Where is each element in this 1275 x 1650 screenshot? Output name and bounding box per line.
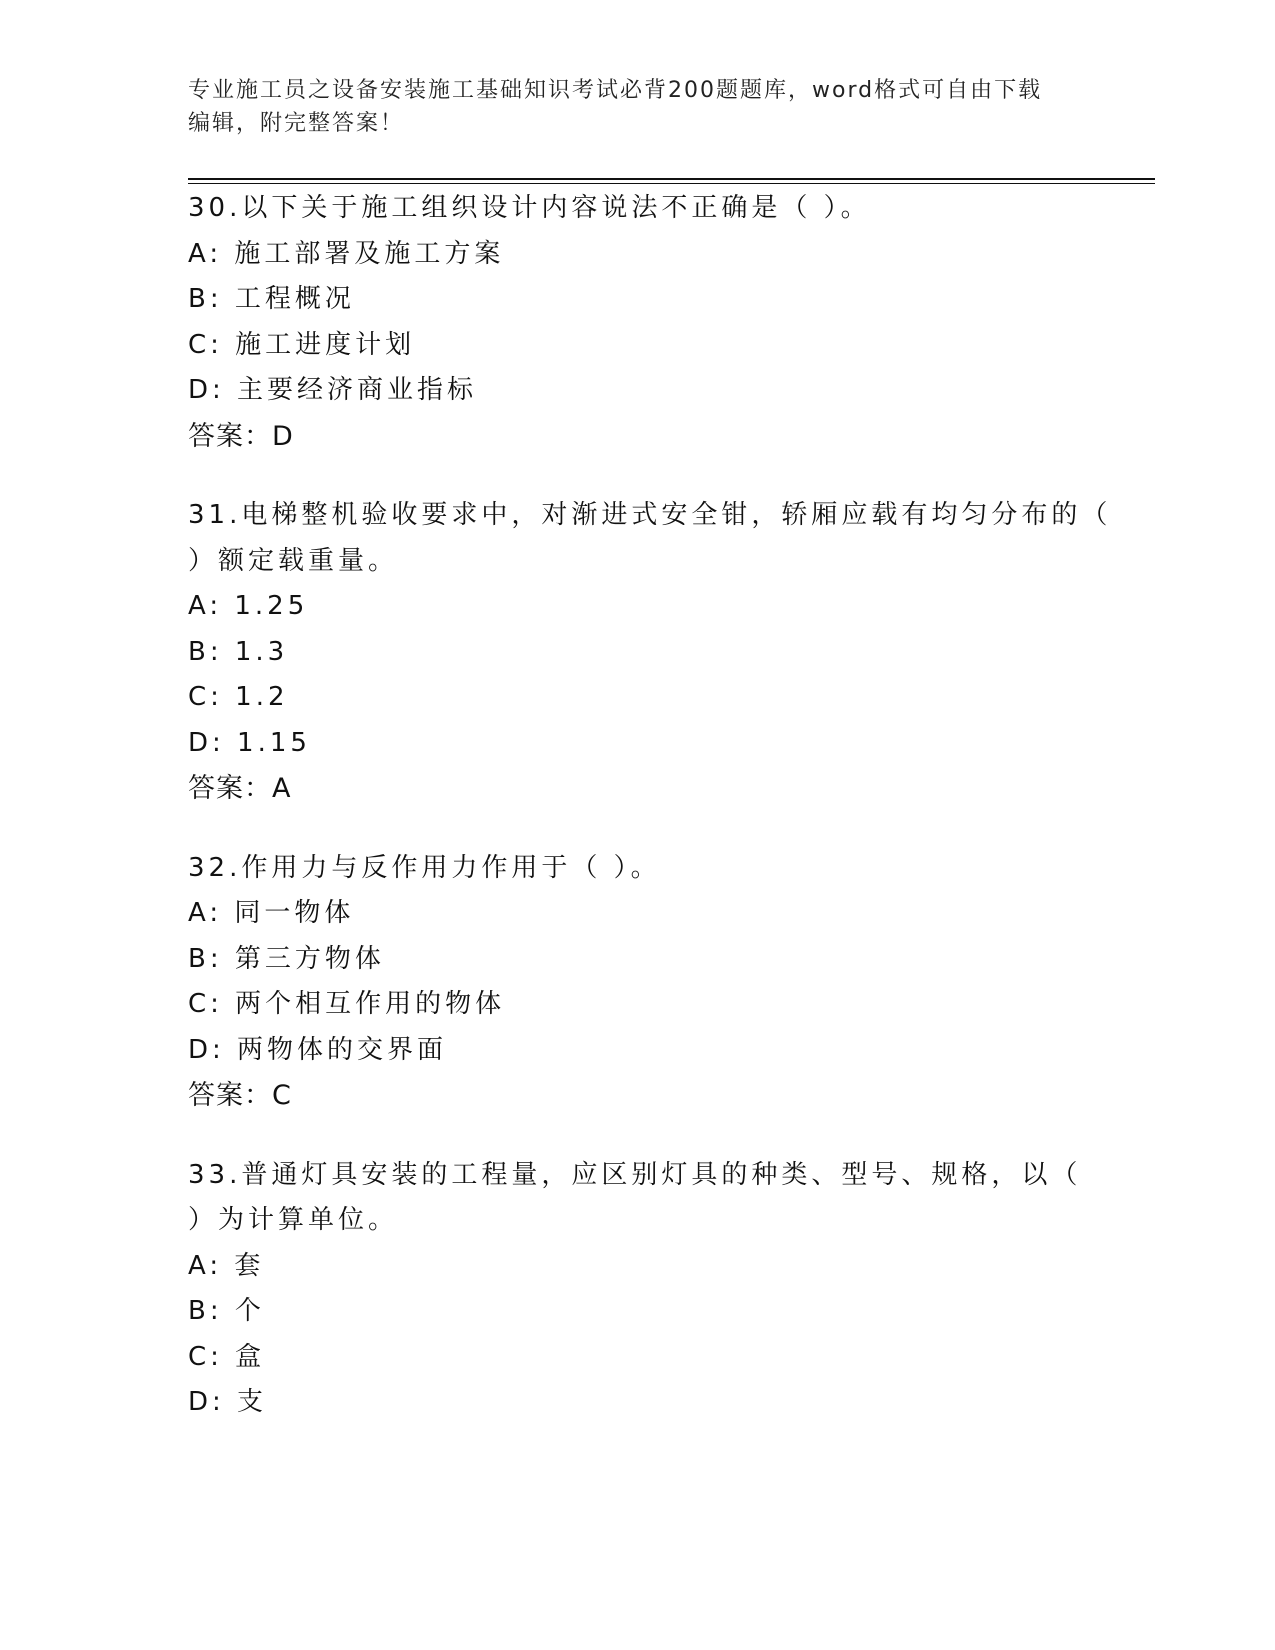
question-30 — [188, 186, 1088, 459]
option-c: C: 盒 — [188, 1341, 266, 1372]
option-b: B: 工程概况 — [188, 284, 355, 314]
option-c: C: 1.2 — [188, 682, 289, 712]
question-32 — [188, 846, 1088, 1119]
option-d: D: 主要经济商业指标 — [188, 375, 478, 405]
question-31 — [188, 493, 1112, 812]
answer-label: 答案：A — [188, 773, 292, 804]
header-rule-thick — [188, 178, 1155, 180]
option-c: C: 两个相互作用的物体 — [188, 989, 506, 1019]
option-a: A: 同一物体 — [188, 898, 355, 928]
document-header — [188, 74, 1068, 140]
question-stem-continued: ）额定载重量。 — [188, 545, 399, 576]
option-a: A: 套 — [188, 1250, 265, 1281]
answer-label: 答案：D — [188, 420, 294, 452]
question-stem-continued: ）为计算单位。 — [188, 1205, 399, 1235]
question-list — [188, 186, 1112, 1460]
question-stem: 30.以下关于施工组织设计内容说法不正确是（ ）。 — [188, 193, 871, 223]
header-line-2: 编辑，附完整答案！ — [188, 111, 405, 136]
option-d: D: 支 — [188, 1387, 268, 1417]
option-b: B: 第三方物体 — [188, 943, 385, 974]
answer-label: 答案：C — [188, 1080, 292, 1111]
option-d: D: 1.15 — [188, 727, 311, 758]
header-line-1: 专业施工员之设备安装施工基础知识考试必背200题题库，word格式可自由下载 — [188, 78, 1043, 103]
option-d: D: 两物体的交界面 — [188, 1034, 448, 1065]
option-b: B: 1.3 — [188, 636, 289, 667]
option-a: A: 施工部署及施工方案 — [188, 238, 505, 269]
question-stem: 32.作用力与反作用力作用于（ ）。 — [188, 852, 661, 883]
question-stem: 33.普通灯具安装的工程量，应区别灯具的种类、型号、规格，以（ — [188, 1159, 1082, 1190]
question-33 — [188, 1153, 1088, 1426]
option-c: C: 施工进度计划 — [188, 329, 416, 360]
option-a: A: 1.25 — [188, 591, 309, 621]
header-rule-thin — [188, 183, 1155, 184]
option-b: B: 个 — [188, 1296, 265, 1326]
question-stem: 31.电梯整机验收要求中，对渐进式安全钳，轿厢应载有均匀分布的（ — [188, 500, 1112, 530]
